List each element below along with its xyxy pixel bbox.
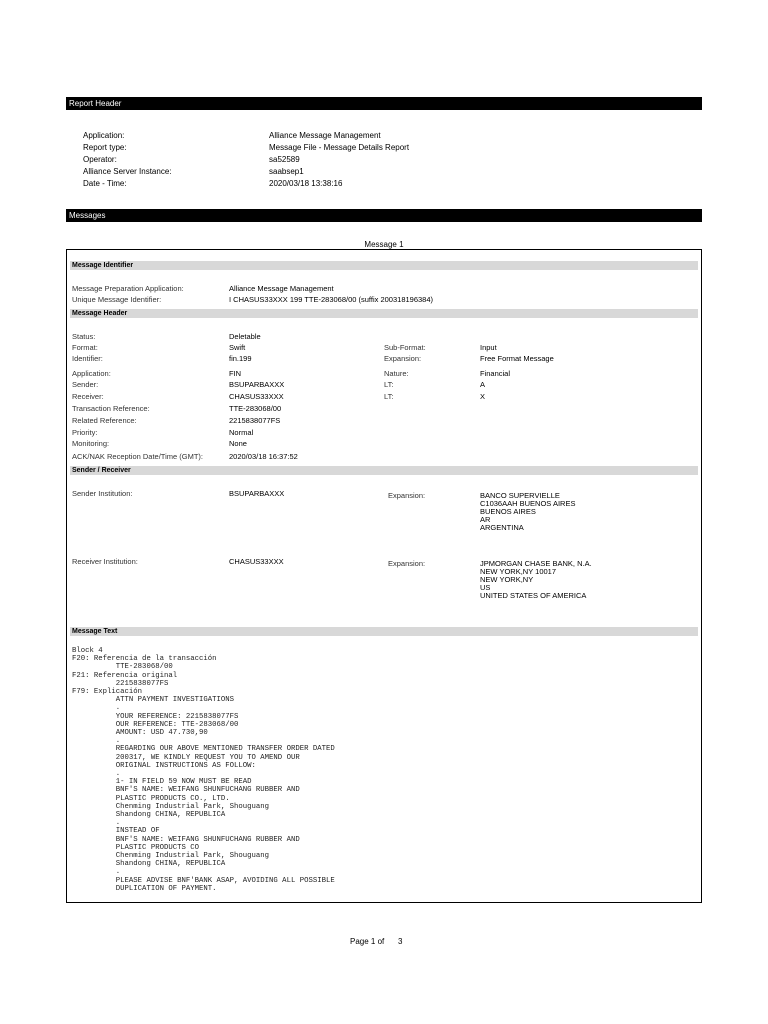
message-text-header: Message Text: [70, 627, 698, 636]
header-label: Receiver:: [72, 392, 104, 401]
field-label: Operator:: [83, 155, 117, 164]
header-value: None: [229, 439, 247, 448]
message-header-header: Message Header: [70, 309, 698, 318]
expansion-line: ARGENTINA: [480, 523, 524, 532]
header-value: A: [480, 380, 486, 389]
uid-value: I CHASUS33XXX 199 TTE-283068/00 (suffix 200318196384): [229, 295, 434, 304]
total-pages: 3: [398, 937, 403, 946]
uid-label: Unique Message Identifier:: [72, 295, 162, 304]
header-value: Normal: [229, 428, 254, 437]
header-value: Free Format Message: [480, 354, 554, 363]
header-label: Priority:: [72, 428, 98, 437]
header-value: BSUPARBAXXX: [229, 380, 285, 389]
header-value: Input: [480, 343, 497, 352]
field-label: Alliance Server Instance:: [83, 167, 172, 176]
header-value: Financial: [480, 369, 511, 378]
message-identifier-header: Message Identifier: [70, 261, 698, 270]
header-label: Status:: [72, 332, 96, 341]
expansion-line: C1036AAH BUENOS AIRES: [480, 499, 576, 508]
page-label: Page 1 of: [350, 937, 385, 946]
messages-bar: Messages: [66, 209, 702, 222]
field-value: Message File - Message Details Report: [269, 143, 410, 152]
header-label: Transaction Reference:: [72, 404, 150, 413]
header-value: 2215838077FS: [229, 416, 281, 425]
expansion-line: US: [480, 583, 491, 592]
header-label: Sender:: [72, 380, 99, 389]
header-label: Nature:: [384, 369, 409, 378]
header-label: Expansion:: [384, 354, 422, 363]
field-label: Report type:: [83, 143, 127, 152]
receiver-expansion-label: Expansion:: [388, 559, 426, 568]
header-label: Sub-Format:: [384, 343, 426, 352]
header-value: CHASUS33XXX: [229, 392, 284, 401]
header-value: X: [480, 392, 486, 401]
field-value: saabsep1: [269, 167, 304, 176]
field-value: Alliance Message Management: [269, 131, 381, 140]
header-label: Monitoring:: [72, 439, 110, 448]
field-label: Date - Time:: [83, 179, 127, 188]
header-label: Related Reference:: [72, 416, 137, 425]
sender-expansion-label: Expansion:: [388, 491, 426, 500]
expansion-line: BUENOS AIRES: [480, 507, 536, 516]
header-value: FIN: [229, 369, 242, 378]
expansion-line: AR: [480, 515, 491, 524]
expansion-line: BANCO SUPERVIELLE: [480, 491, 560, 500]
expansion-line: NEW YORK,NY 10017: [480, 567, 557, 576]
header-label: LT:: [384, 392, 394, 401]
prep-app-label: Message Preparation Application:: [72, 284, 184, 293]
header-value: fin.199: [229, 354, 252, 363]
header-label: ACK/NAK Reception Date/Time (GMT):: [72, 452, 204, 461]
message-text-body: Block 4 F20: Referencia de la transacción TTE-283068/00 F21: Referencia original 2215838077FS F79: Explicación ATTN PAYMENT INVESTIGATIONS . YOUR REFERENCE: 2215838077FS OUR REFERENCE: TTE-283068/00 AMOUNT: USD 47.730,90 . REGARDING OUR ABOVE MENTIONED TRANSFER ORDER DATED 200317, WE KINDLY REQUEST YOU TO AMEND OUR ORIGINAL INSTRUCTIONS AS FOLLOW: . 1- IN FIELD 59 NOW MUST BE READ BNF'S NAME: WEIFANG SHUNFUCHANG RUBBER AND PLASTIC PRODUCTS CO., LTD. Chenming Industrial Park, Shouguang Shandong CHINA, REPUBLICA . INSTEAD OF BNF'S NAME: WEIFANG SHUNFUCHANG RUBBER AND PLASTIC PRODUCTS CO Chenming Industrial Park, Shouguang Shandong CHINA, REPUBLICA . PLEASE ADVISE BNF'BANK ASAP, AVOIDING ALL POSSIBLE DUPLICATION OF PAYMENT.: [72, 647, 335, 893]
header-value: TTE-283068/00: [229, 404, 282, 413]
sender-label: Sender Institution:: [72, 489, 133, 498]
expansion-line: UNITED STATES OF AMERICA: [480, 591, 587, 600]
sender-receiver-header: Sender / Receiver: [70, 466, 698, 475]
header-value: 2020/03/18 16:37:52: [229, 452, 298, 461]
receiver-label: Receiver Institution:: [72, 557, 138, 566]
header-label: Application:: [72, 369, 111, 378]
field-value: sa52589: [269, 155, 300, 164]
expansion-line: NEW YORK,NY: [480, 575, 534, 584]
header-value: Swift: [229, 343, 246, 352]
header-label: Identifier:: [72, 354, 103, 363]
expansion-line: JPMORGAN CHASE BANK, N.A.: [480, 559, 592, 568]
header-value: Deletable: [229, 332, 261, 341]
prep-app-value: Alliance Message Management: [229, 284, 334, 293]
report-header-bar: Report Header: [66, 97, 702, 110]
header-label: Format:: [72, 343, 98, 352]
field-value: 2020/03/18 13:38:16: [269, 179, 343, 188]
message-title: Message 1: [364, 240, 404, 249]
sender-value: BSUPARBAXXX: [229, 489, 285, 498]
field-label: Application:: [83, 131, 125, 140]
receiver-value: CHASUS33XXX: [229, 557, 284, 566]
header-label: LT:: [384, 380, 394, 389]
